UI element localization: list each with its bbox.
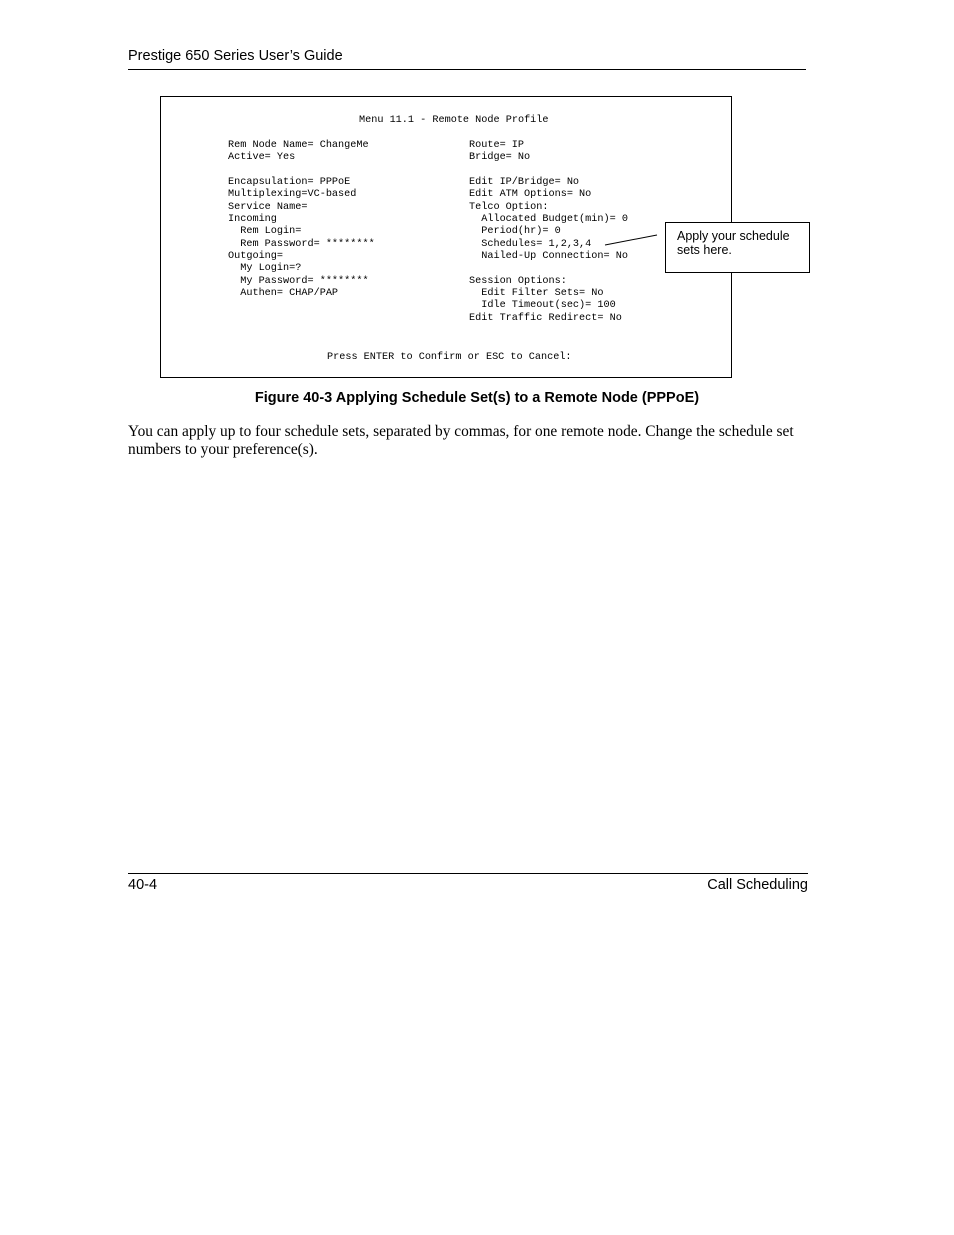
chapter-name: Call Scheduling [707, 877, 808, 893]
terminal-right-line: Edit Filter Sets= No [469, 288, 604, 299]
terminal-left-line: Multiplexing=VC-based [228, 189, 357, 200]
terminal-right-line: Bridge= No [469, 152, 531, 163]
figure-caption: Figure 40-3 Applying Schedule Set(s) to a Remote Node (PPPoE) [254, 390, 700, 406]
callout-box [665, 222, 810, 273]
terminal-right-line: Period(hr)= 0 [469, 226, 561, 237]
terminal-left-line: Authen= CHAP/PAP [228, 288, 339, 299]
terminal-right-line: Edit ATM Options= No [469, 189, 592, 200]
terminal-right-line: Telco Option: [469, 202, 549, 213]
terminal-left-line: Outgoing= [228, 251, 284, 262]
terminal-right-line: Edit IP/Bridge= No [469, 177, 580, 188]
page-number: 40-4 [128, 877, 158, 893]
terminal-left-line: Encapsulation= PPPoE [228, 177, 351, 188]
terminal-right-line: Schedules= 1,2,3,4 [469, 239, 592, 250]
terminal-right-line: Allocated Budget(min)= 0 [469, 214, 628, 225]
terminal-left-line: My Login=? [228, 263, 302, 274]
terminal-right-line: Edit Traffic Redirect= No [469, 313, 622, 324]
terminal-left-line: Rem Login= [228, 226, 302, 237]
terminal-right-line: Idle Timeout(sec)= 100 [469, 300, 616, 311]
page-footer [128, 873, 808, 898]
terminal-title: Menu 11.1 - Remote Node Profile [359, 115, 549, 126]
terminal-right-line: Route= IP [469, 140, 525, 151]
terminal-left-line: Incoming [228, 214, 277, 225]
terminal-left-line: Active= Yes [228, 152, 296, 163]
terminal-left-line: Rem Node Name= ChangeMe [228, 140, 369, 151]
terminal-left-line: Rem Password= ******** [228, 239, 375, 250]
header-title: Prestige 650 Series User’s Guide [128, 48, 343, 64]
callout-text: Apply your schedule sets here. [677, 229, 790, 257]
terminal-footer: Press ENTER to Confirm or ESC to Cancel: [327, 352, 572, 363]
terminal-right-line: Session Options: [469, 276, 567, 287]
terminal-right-line: Nailed-Up Connection= No [469, 251, 628, 262]
terminal-left-line: Service Name= [228, 202, 308, 213]
terminal-left-line: My Password= ******** [228, 276, 369, 287]
body-paragraph: You can apply up to four schedule sets, separated by commas, for one remote node. Change the schedule set numbers to your preference(s). [128, 423, 794, 458]
